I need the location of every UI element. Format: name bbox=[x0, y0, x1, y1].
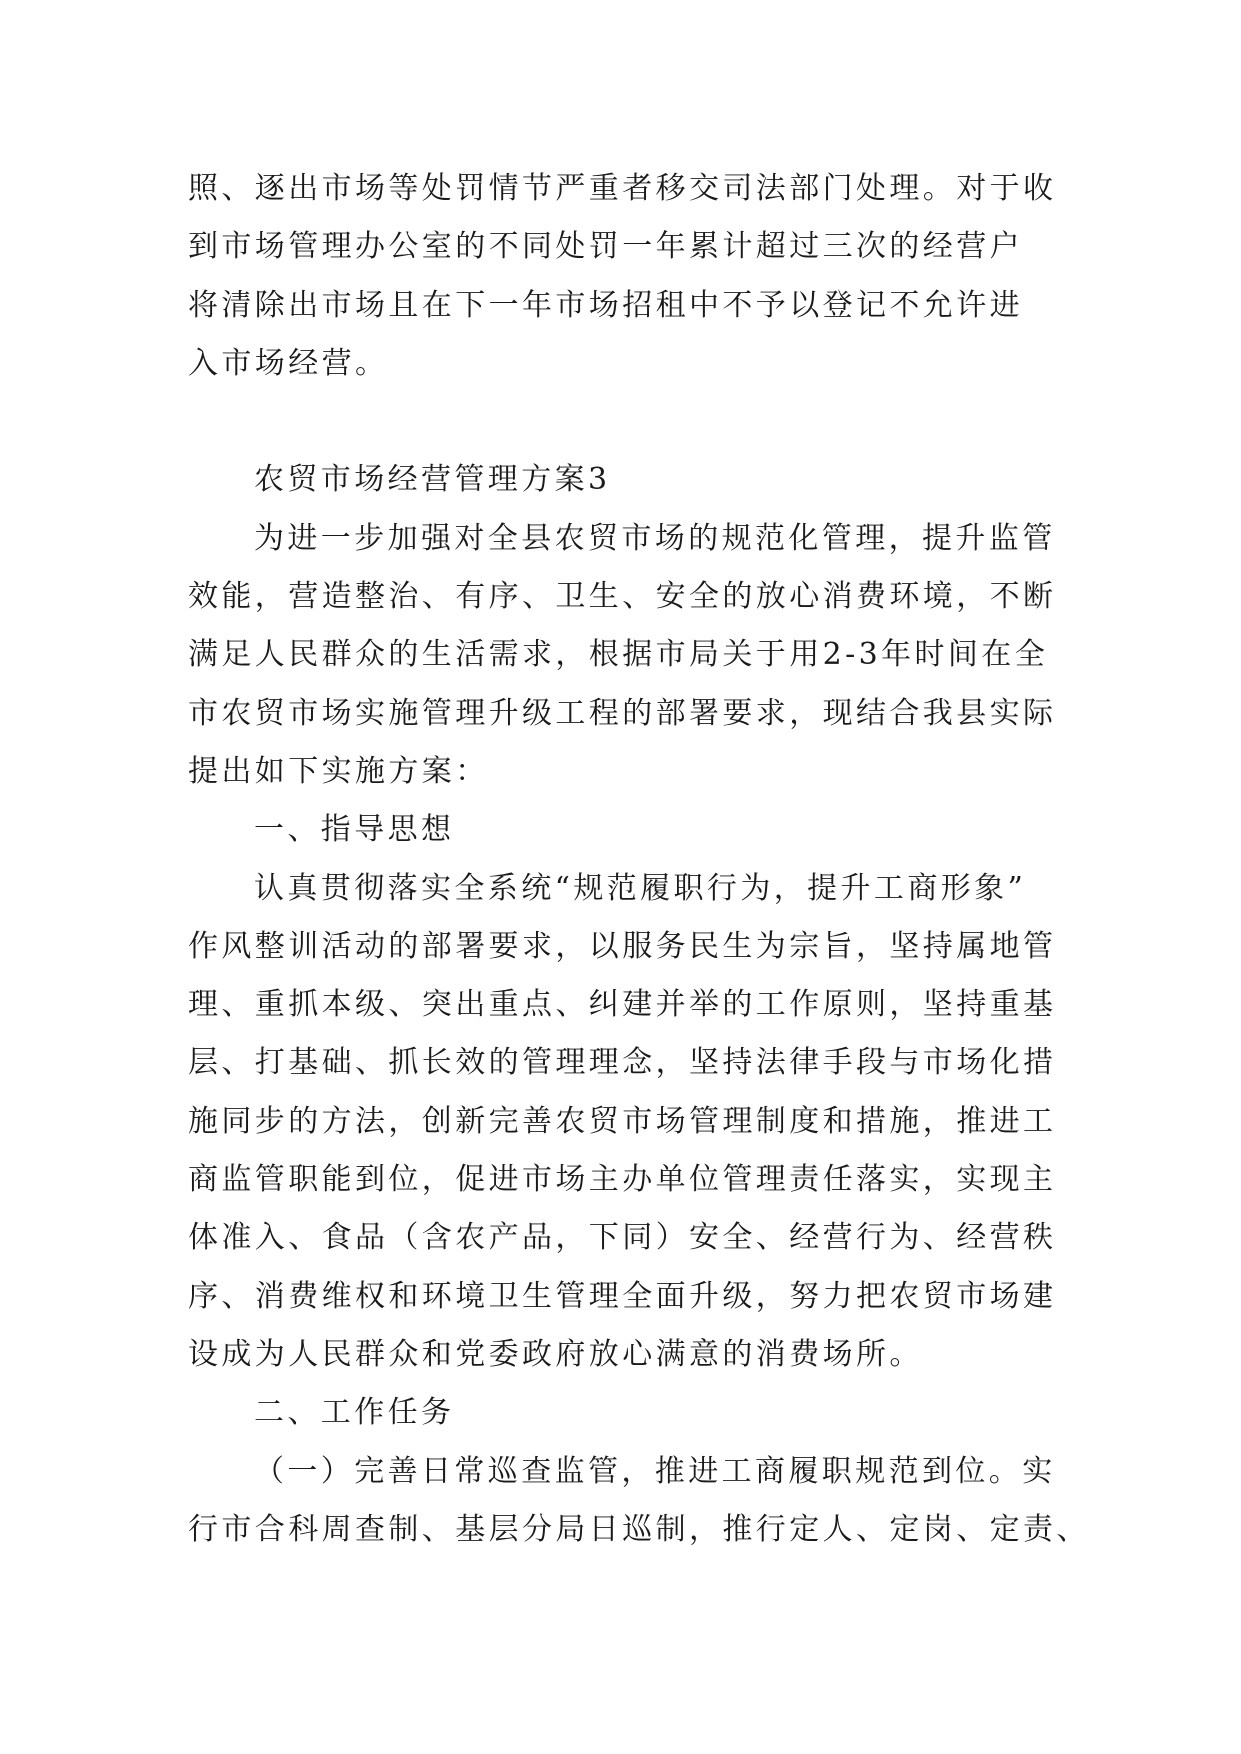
paragraph-line: 设成为人民群众和党委政府放心满意的消费场所。 bbox=[188, 1336, 923, 1372]
section-title: 农贸市场经营管理方案3 bbox=[254, 462, 611, 498]
paragraph-line: 认真贯彻落实全系统“规范履职行为，提升工商形象” bbox=[254, 870, 1027, 906]
paragraph-line: 为进一步加强对全县农贸市场的规范化管理，提升监管 bbox=[254, 520, 1056, 556]
paragraph-line: 提出如下实施方案： bbox=[188, 753, 489, 789]
paragraph-line: 序、消费维权和环境卫生管理全面升级，努力把农贸市场建 bbox=[188, 1278, 1057, 1314]
paragraph-line: （一）完善日常巡查监管，推进工商履职规范到位。实 bbox=[254, 1453, 1056, 1489]
section-heading: 二、工作任务 bbox=[254, 1395, 455, 1431]
paragraph-line: 市农贸市场实施管理升级工程的部署要求，现结合我县实际 bbox=[188, 695, 1057, 731]
paragraph-line: 体准入、食品（含农产品，下同）安全、经营行为、经营秩 bbox=[188, 1220, 1057, 1256]
paragraph-line: 行市合科周查制、基层分局日巡制，推行定人、定岗、定责、 bbox=[188, 1511, 1090, 1547]
paragraph-line: 效能，营造整治、有序、卫生、安全的放心消费环境，不断 bbox=[188, 579, 1057, 615]
blank-line bbox=[188, 393, 1068, 451]
paragraph-line: 满足人民群众的生活需求，根据市局关于用2-3年时间在全 bbox=[188, 637, 1049, 673]
paragraph-line: 将清除出市场且在下一年市场招租中不予以登记不允许进 bbox=[188, 287, 1023, 323]
paragraph-line: 商监管职能到位，促进市场主办单位管理责任落实，实现主 bbox=[188, 1162, 1057, 1198]
paragraph-line: 层、打基础、抓长效的管理理念，坚持法律手段与市场化措 bbox=[188, 1045, 1057, 1081]
paragraph-line: 入市场经营。 bbox=[188, 345, 389, 381]
paragraph-line: 作风整训活动的部署要求，以服务民生为宗旨，坚持属地管 bbox=[188, 928, 1057, 964]
paragraph-line: 施同步的方法，创新完善农贸市场管理制度和措施，推进工 bbox=[188, 1103, 1057, 1139]
paragraph-line: 理、重抓本级、突出重点、纠建并举的工作原则，坚持重基 bbox=[188, 987, 1057, 1023]
section-heading: 一、指导思想 bbox=[254, 812, 455, 848]
paragraph-line: 照、逐出市场等处罚情节严重者移交司法部门处理。对于收 bbox=[188, 171, 1057, 206]
paragraph-line: 到市场管理办公室的不同处罚一年累计超过三次的经营户 bbox=[188, 229, 1023, 265]
document-body bbox=[188, 160, 1090, 1559]
